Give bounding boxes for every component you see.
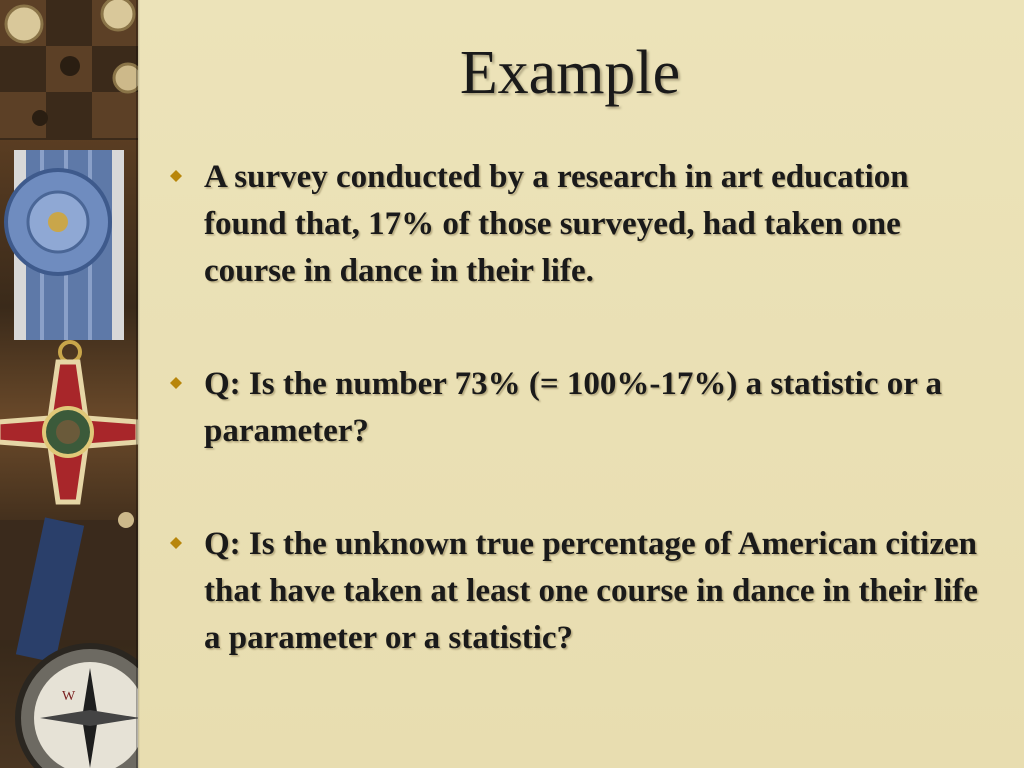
svg-text:W: W <box>62 689 76 704</box>
diamond-bullet-icon <box>170 377 182 389</box>
bullet-list <box>166 154 996 728</box>
slide-title: Example <box>459 39 681 107</box>
bullet-item <box>166 361 996 455</box>
decorative-medal-image <box>0 0 138 768</box>
diamond-bullet-icon <box>170 170 182 182</box>
bullet-text: A survey conducted by a research in art education found that, 17% of those surveyed, had taken one course in dance in their life. <box>204 159 909 289</box>
diamond-bullet-icon <box>170 537 182 549</box>
bullet-item <box>166 521 996 662</box>
side-shadow <box>136 0 140 768</box>
medal-collage-icon <box>0 0 138 768</box>
bullet-item <box>166 154 996 295</box>
bullet-text: Q: Is the number 73% (= 100%-17%) a statistic or a parameter? <box>204 366 943 449</box>
bullet-text: Q: Is the unknown true percentage of American citizen that have taken at least one course in dance in their life a parameter or a statistic? <box>204 526 978 656</box>
